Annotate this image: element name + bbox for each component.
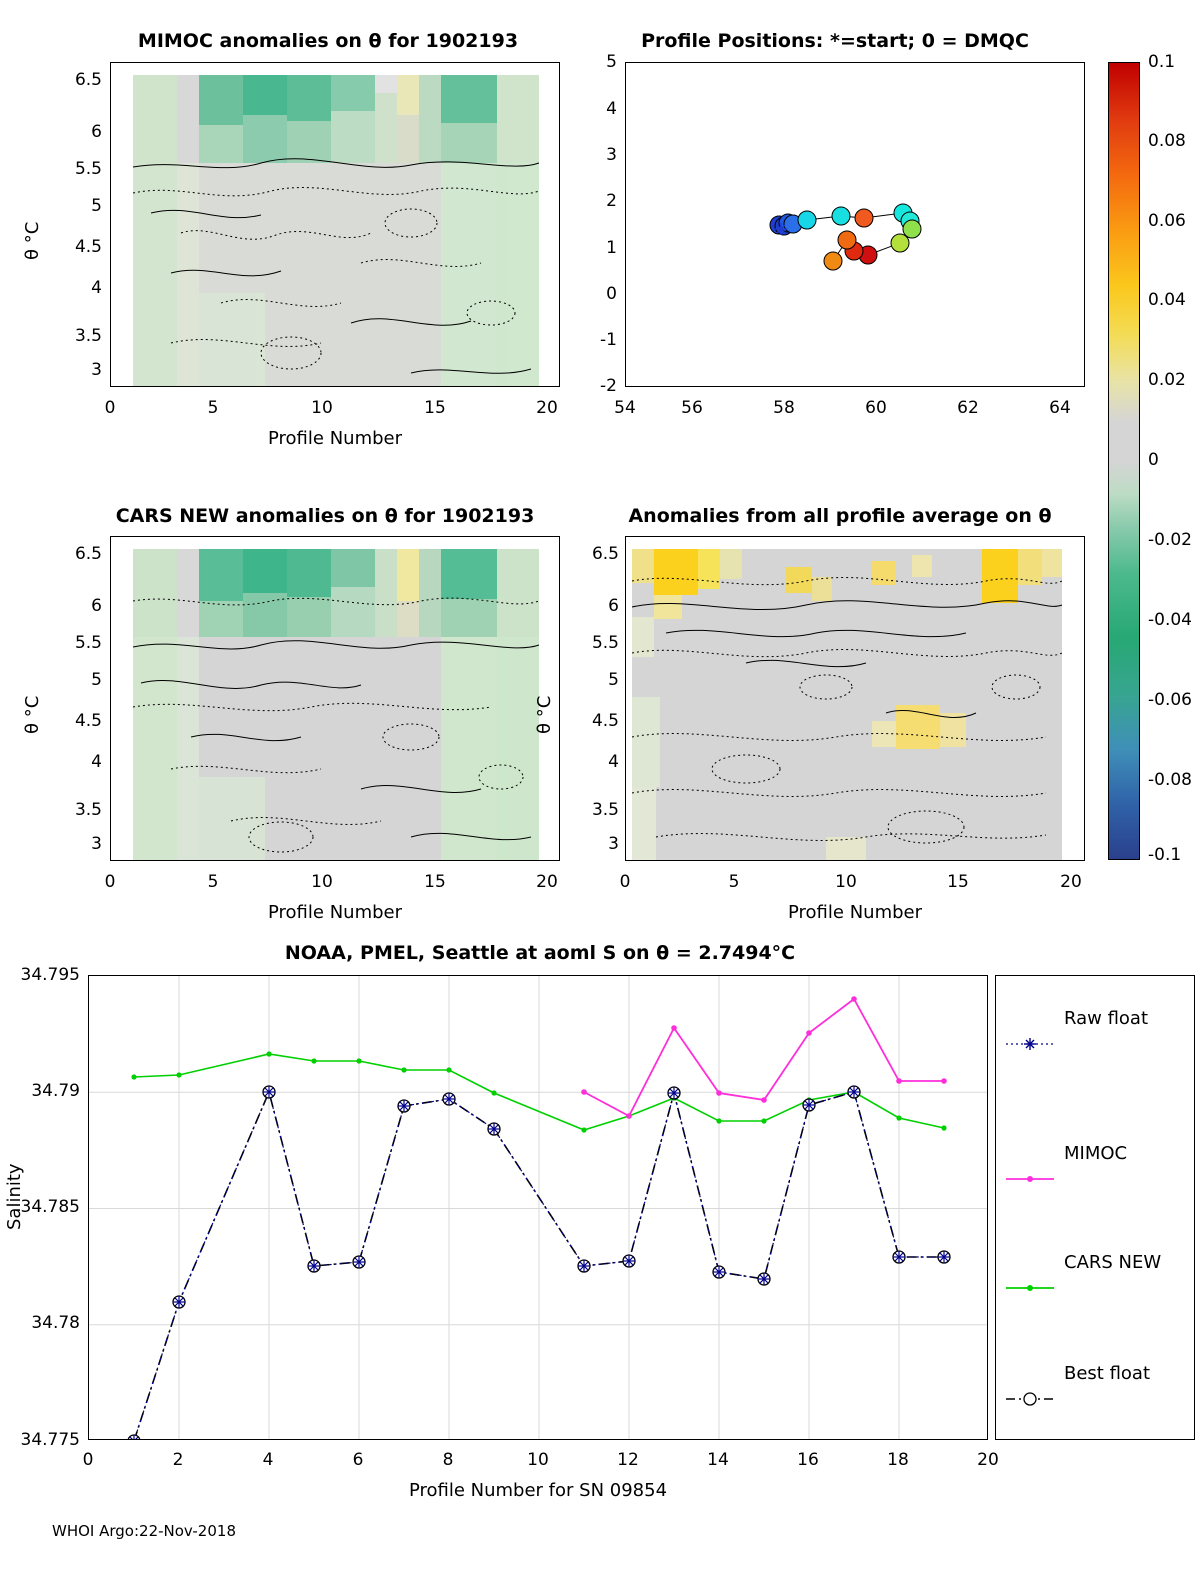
salinity-xtick-18: 18	[887, 1450, 909, 1470]
avg-xtick-20: 20	[1060, 872, 1082, 892]
avg-ytick-4.5: 4.5	[591, 711, 619, 731]
mimoc-ytick-4: 4	[91, 278, 102, 298]
cars-ytick-5: 5	[91, 670, 102, 690]
mimoc-ytick-3.5: 3.5	[74, 326, 102, 346]
legend-label-best-float: Best float	[1064, 1363, 1151, 1384]
avg-title: Anomalies from all profile average on θ	[628, 505, 1052, 527]
positions-ytick-neg2: -2	[600, 376, 617, 396]
legend-label-cars-new: CARS NEW	[1064, 1252, 1162, 1273]
avg-ytick-3.5: 3.5	[591, 800, 619, 820]
mimoc-xtick-10: 10	[311, 398, 333, 418]
cars-xlabel: Profile Number	[268, 902, 402, 923]
mimoc-ytick-4.5: 4.5	[74, 237, 102, 257]
avg-ylabel: θ °C	[534, 695, 555, 734]
avg-ytick-6.5: 6.5	[591, 544, 619, 564]
avg-xtick-15: 15	[947, 872, 969, 892]
salinity-plot-area	[88, 975, 988, 1440]
salinity-xtick-8: 8	[442, 1450, 454, 1470]
avg-ytick-4: 4	[608, 752, 619, 772]
positions-ytick-0: 0	[606, 284, 617, 304]
cars-xtick-5: 5	[207, 872, 219, 892]
mimoc-xlabel: Profile Number	[268, 428, 402, 449]
positions-plot-area	[625, 62, 1085, 387]
mimoc-ylabel: θ °C	[22, 221, 43, 260]
salinity-xtick-10: 10	[527, 1450, 549, 1470]
cars-ytick-4: 4	[91, 752, 102, 772]
salinity-ytick-34.795: 34.795	[20, 965, 80, 985]
salinity-xtick-20: 20	[977, 1450, 999, 1470]
avg-xtick-10: 10	[835, 872, 857, 892]
avg-ytick-5.5: 5.5	[591, 633, 619, 653]
positions-title: Profile Positions: *=start; 0 = DMQC	[641, 30, 1029, 52]
cars-ytick-3.5: 3.5	[74, 800, 102, 820]
positions-ytick-2: 2	[606, 191, 617, 211]
avg-plot-area	[625, 536, 1085, 861]
cars-ylabel: θ °C	[22, 695, 43, 734]
mimoc-xtick-20: 20	[536, 398, 558, 418]
salinity-ytick-34.78: 34.78	[31, 1313, 80, 1333]
mimoc-ytick-5.5: 5.5	[74, 159, 102, 179]
colorbar-tick-0.04: 0.04	[1148, 290, 1186, 310]
colorbar-tick-neg0.04: -0.04	[1148, 610, 1192, 630]
colorbar-gradient	[1108, 62, 1140, 860]
salinity-xlabel: Profile Number for SN 09854	[408, 1480, 668, 1501]
salinity-xtick-0: 0	[82, 1450, 94, 1470]
salinity-ytick-34.775: 34.775	[20, 1430, 80, 1450]
positions-xtick-56: 56	[681, 398, 703, 418]
cars-xtick-10: 10	[311, 872, 333, 892]
colorbar-tick-0.1: 0.1	[1148, 52, 1176, 72]
positions-ytick-1: 1	[606, 238, 617, 258]
legend-label-mimoc: MIMOC	[1064, 1143, 1128, 1164]
salinity-title: NOAA, PMEL, Seattle at aoml S on θ = 2.7494°C	[284, 942, 796, 964]
salinity-xtick-16: 16	[797, 1450, 819, 1470]
positions-ytick-4: 4	[606, 99, 617, 119]
positions-xtick-64: 64	[1049, 398, 1071, 418]
positions-xtick-62: 62	[957, 398, 979, 418]
cars-ytick-3: 3	[91, 834, 102, 854]
cars-xtick-15: 15	[424, 872, 446, 892]
mimoc-ytick-6: 6	[91, 122, 102, 142]
salinity-xtick-4: 4	[262, 1450, 274, 1470]
colorbar-tick-neg0.02: -0.02	[1148, 530, 1192, 550]
positions-ytick-3: 3	[606, 145, 617, 165]
mimoc-ytick-3: 3	[91, 360, 102, 380]
cars-ytick-6: 6	[91, 596, 102, 616]
salinity-legend	[995, 975, 1195, 1440]
cars-title: CARS NEW anomalies on θ for 1902193	[115, 505, 535, 527]
legend-label-raw-float: Raw float	[1064, 1008, 1149, 1029]
colorbar-tick-0.06: 0.06	[1148, 211, 1186, 231]
salinity-ytick-34.79: 34.79	[31, 1081, 80, 1101]
cars-ytick-6.5: 6.5	[74, 544, 102, 564]
cars-xtick-0: 0	[104, 872, 116, 892]
mimoc-xtick-0: 0	[104, 398, 116, 418]
avg-xlabel: Profile Number	[788, 902, 922, 923]
avg-xtick-5: 5	[728, 872, 740, 892]
salinity-xtick-14: 14	[707, 1450, 729, 1470]
avg-ytick-5: 5	[608, 670, 619, 690]
colorbar-tick-neg0.08: -0.08	[1148, 770, 1192, 790]
mimoc-ytick-5: 5	[91, 196, 102, 216]
panel-mimoc-title: MIMOC anomalies on θ for 1902193	[137, 30, 519, 52]
salinity-xtick-2: 2	[172, 1450, 184, 1470]
cars-ytick-4.5: 4.5	[74, 711, 102, 731]
mimoc-xtick-5: 5	[207, 398, 219, 418]
salinity-xtick-6: 6	[352, 1450, 364, 1470]
cars-ytick-5.5: 5.5	[74, 633, 102, 653]
salinity-xtick-12: 12	[617, 1450, 639, 1470]
cars-plot-area	[110, 536, 560, 861]
salinity-ylabel: Salinity	[4, 1163, 25, 1230]
positions-xtick-58: 58	[773, 398, 795, 418]
colorbar-tick-0: 0	[1148, 450, 1159, 470]
colorbar-tick-neg0.06: -0.06	[1148, 690, 1192, 710]
cars-xtick-20: 20	[536, 872, 558, 892]
colorbar-tick-0.08: 0.08	[1148, 131, 1186, 151]
colorbar-tick-neg0.1: -0.1	[1148, 845, 1182, 865]
mimoc-plot-area	[110, 62, 560, 387]
salinity-ytick-34.785: 34.785	[20, 1197, 80, 1217]
avg-xtick-0: 0	[619, 872, 631, 892]
avg-ytick-3: 3	[608, 834, 619, 854]
positions-ytick-neg1: -1	[600, 330, 617, 350]
footer-text: WHOI Argo:22-Nov-2018	[52, 1522, 236, 1540]
mimoc-ytick-6.5: 6.5	[74, 70, 102, 90]
colorbar-tick-0.02: 0.02	[1148, 370, 1186, 390]
mimoc-xtick-15: 15	[424, 398, 446, 418]
avg-ytick-6: 6	[608, 596, 619, 616]
positions-ytick-5: 5	[606, 52, 617, 72]
positions-xtick-60: 60	[865, 398, 887, 418]
positions-xtick-54: 54	[614, 398, 636, 418]
